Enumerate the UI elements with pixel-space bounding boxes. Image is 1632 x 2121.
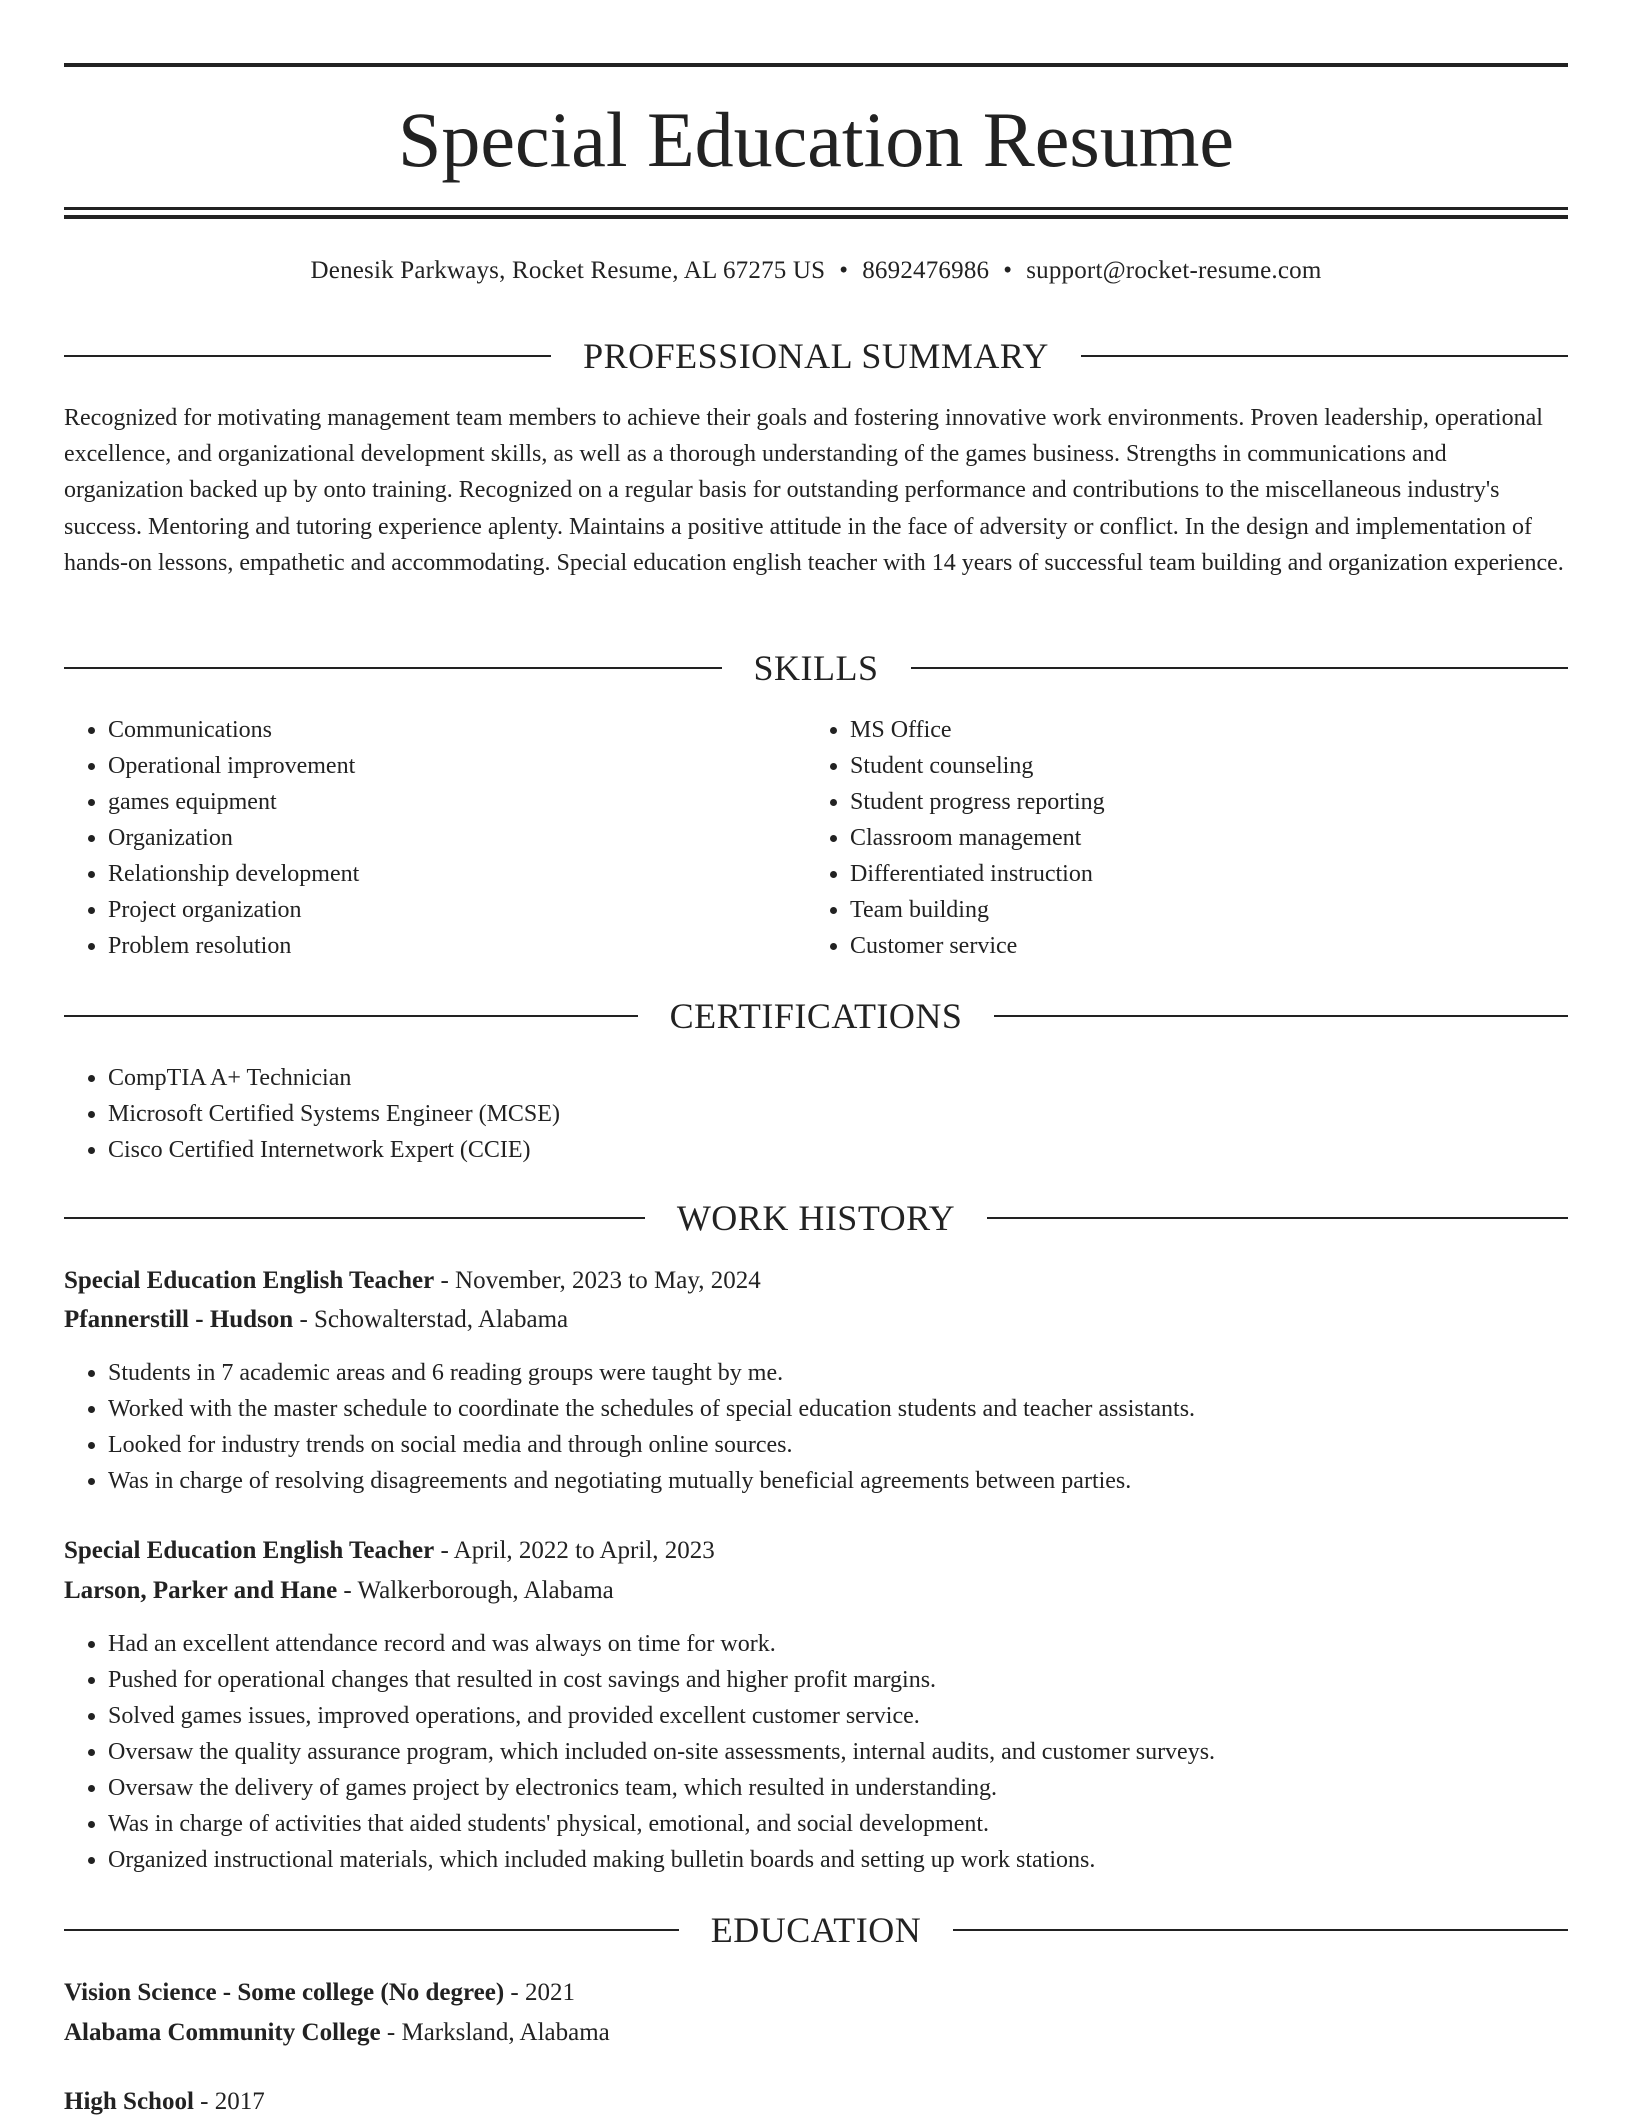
skills-list-left (64, 712, 808, 964)
education-year: - 2021 (504, 1979, 575, 2006)
section-title-work-history: WORK HISTORY (676, 1198, 956, 1238)
job-company: Larson, Parker and Hane (64, 1577, 338, 1604)
job-bullet: • Was in charge of activities that aided students' physical, emotional, and social development. (108, 1806, 1568, 1842)
section-header-certifications (64, 994, 1568, 1038)
contact-email: support@rocket-resume.com (1026, 257, 1322, 284)
job-bullet: • Solved games issues, improved operations, and provided excellent customer service. (108, 1698, 1568, 1734)
job-bullet: • Students in 7 academic areas and 6 reading groups were taught by me. (108, 1355, 1568, 1391)
section-title-skills: SKILLS (753, 648, 879, 688)
section-title-summary: PROFESSIONAL SUMMARY (583, 336, 1049, 376)
section-rule (64, 667, 722, 669)
job-bullets (64, 1355, 1568, 1499)
job-bullets (64, 1626, 1568, 1878)
job-company-line (64, 1572, 614, 1610)
education-degree-line (64, 2083, 265, 2121)
job-title-line (64, 1532, 715, 1570)
contact-line (64, 253, 1568, 289)
skill-item: • Student progress reporting (850, 784, 1550, 820)
section-rule (1081, 355, 1568, 357)
title-rule-lower (64, 215, 1568, 219)
section-rule (953, 1929, 1568, 1931)
job-title-line (64, 1262, 761, 1300)
skill-item: • Classroom management (850, 820, 1550, 856)
job-bullet: • Organized instructional materials, which included making bulletin boards and setting up work stations. (108, 1842, 1568, 1878)
summary-paragraph: Recognized for motivating management team members to achieve their goals and fostering innovative work environments. Proven leadership, operational excellence, and organizational development skills, as well as a thorough understanding of the games business. Strengths in communications and organization backed up by onto training. Recognized on a regular basis for outstanding performance and contributions to the miscellaneous industry's success. Mentoring and tutoring experience aplenty. Maintains a positive attitude in the face of adversity or conflict. In the design and implementation of hands-on lessons, empathetic and accommodating. Special education english teacher with 14 years of successful team building and organization experience. (64, 405, 1564, 576)
education-year: - 2017 (193, 2088, 265, 2115)
job-dates: - November, 2023 to May, 2024 (434, 1267, 761, 1294)
education-school: Alabama Community College (64, 2019, 381, 2046)
section-header-work-history (64, 1196, 1568, 1240)
resume-title: Special Education Resume (397, 96, 1235, 183)
section-rule (994, 1015, 1568, 1017)
section-rule (987, 1217, 1568, 1219)
section-rule (64, 355, 551, 357)
skill-item: • Customer service (850, 928, 1550, 964)
job-bullet: • Was in charge of resolving disagreements and negotiating mutually beneficial agreements between parties. (108, 1463, 1568, 1499)
section-rule (64, 1929, 679, 1931)
skill-item: • Operational improvement (108, 748, 808, 784)
job-title: Special Education English Teacher (64, 1267, 435, 1294)
job-company: Pfannerstill - Hudson (64, 1306, 294, 1333)
skill-item: • games equipment (108, 784, 808, 820)
skill-item: • Problem resolution (108, 928, 808, 964)
education-degree: High School (64, 2088, 194, 2115)
education-degree-line (64, 1974, 575, 2012)
skill-item: • Organization (108, 820, 808, 856)
skill-item: • Project organization (108, 892, 808, 928)
section-header-summary (64, 334, 1568, 378)
contact-phone: 8692476986 (862, 257, 990, 284)
education-school-line (64, 2014, 610, 2052)
job-location: - Schowalterstad, Alabama (293, 1306, 569, 1333)
job-bullet: • Worked with the master schedule to coordinate the schedules of special education students and teacher assistants. (108, 1391, 1568, 1427)
skill-item: • Student counseling (850, 748, 1550, 784)
skill-item: • Differentiated instruction (850, 856, 1550, 892)
job-company-line (64, 1301, 568, 1339)
job-bullet: • Pushed for operational changes that resulted in cost savings and higher profit margins. (108, 1662, 1568, 1698)
education-degree: Vision Science - Some college (No degree) (64, 1979, 505, 2006)
skill-item: • Team building (850, 892, 1550, 928)
skill-item: • MS Office (850, 712, 1550, 748)
skills-list-right (806, 712, 1550, 964)
section-rule (911, 667, 1569, 669)
contact-separator: • (839, 257, 849, 284)
section-title-certifications: CERTIFICATIONS (669, 996, 963, 1036)
top-rule (64, 63, 1568, 67)
section-rule (64, 1015, 638, 1017)
job-bullet: • Looked for industry trends on social media and through online sources. (108, 1427, 1568, 1463)
education-location: - Marksland, Alabama (380, 2019, 610, 2046)
section-header-skills (64, 646, 1568, 690)
title-rule-upper (64, 207, 1568, 210)
job-bullet: • Oversaw the delivery of games project by electronics team, which resulted in understanding. (108, 1770, 1568, 1806)
job-bullet: • Had an excellent attendance record and was always on time for work. (108, 1626, 1568, 1662)
skill-item: • Relationship development (108, 856, 808, 892)
skill-item: • Communications (108, 712, 808, 748)
certification-item: • Microsoft Certified Systems Engineer (MCSE) (108, 1096, 1508, 1132)
certifications-list (64, 1060, 1508, 1168)
job-dates: - April, 2022 to April, 2023 (434, 1537, 715, 1564)
certification-item: • Cisco Certified Internetwork Expert (CCIE) (108, 1132, 1508, 1168)
section-title-education: EDUCATION (710, 1910, 922, 1950)
contact-separator: • (1003, 257, 1013, 284)
contact-address: Denesik Parkways, Rocket Resume, AL 67275 US (310, 257, 826, 284)
job-title: Special Education English Teacher (64, 1537, 435, 1564)
section-rule (64, 1217, 645, 1219)
job-location: - Walkerborough, Alabama (337, 1577, 614, 1604)
job-bullet: • Oversaw the quality assurance program, which included on-site assessments, internal audits, and customer surveys. (108, 1734, 1568, 1770)
section-header-education (64, 1908, 1568, 1952)
certification-item: • CompTIA A+ Technician (108, 1060, 1508, 1096)
